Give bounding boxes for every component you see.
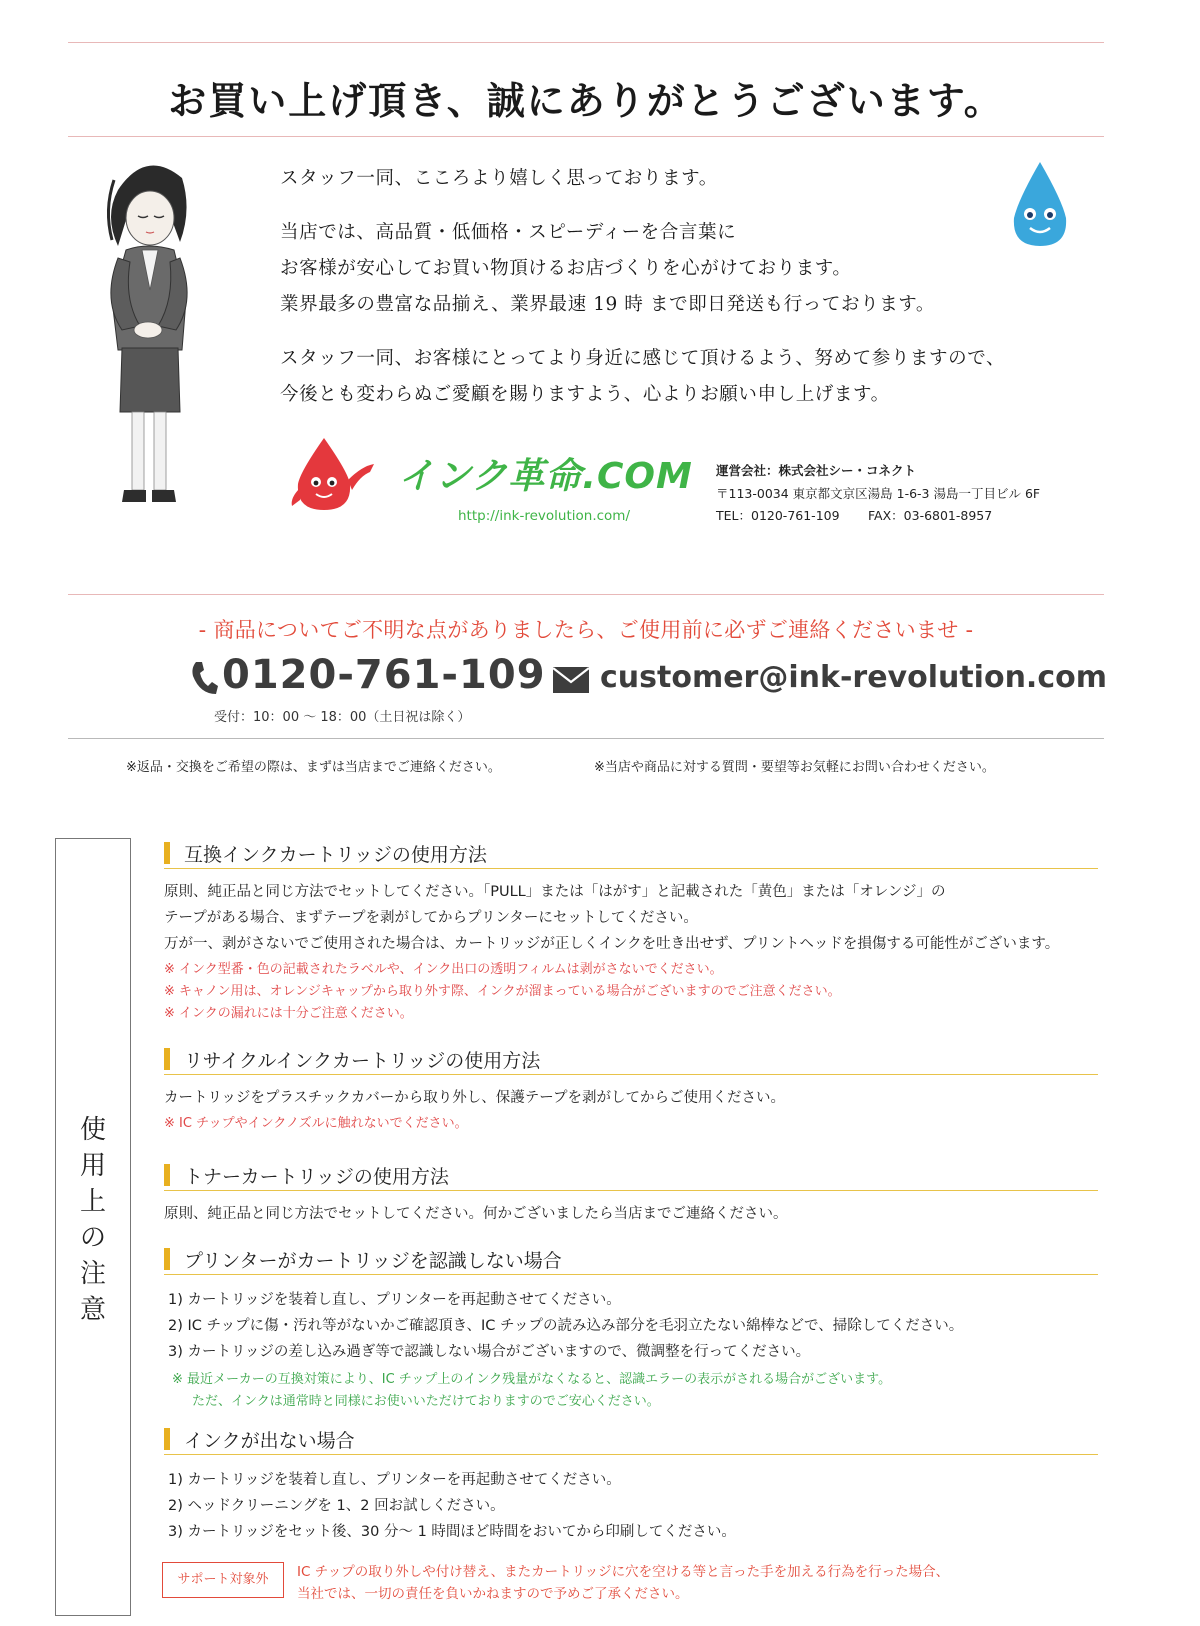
message-line: お客様が安心してお買い物頂けるお店づくりを心がけております。 [280, 258, 852, 279]
section-header-compatible [164, 838, 1098, 869]
section-marker [164, 842, 170, 864]
section-header-not-recognized [164, 1244, 1098, 1275]
section-title: プリンターがカートリッジを認識しない場合 [184, 1250, 562, 1272]
body-text: 万が一、剥がさないでご使用された場合は、カートリッジが正しくインクを吐き出せず、プリントヘッドを損傷する可能性がございます。 [164, 936, 1060, 952]
step-item: 3) カートリッジをセット後、30 分〜 1 時間ほど時間をおいてから印刷してください。 [168, 1524, 736, 1540]
side-label-char: 意 [79, 1295, 106, 1325]
step-item: 2) IC チップに傷・汚れ等がないかご確認頂き、IC チップの読み込み部分を毛羽立たない綿棒などで、掃除してください。 [168, 1318, 964, 1334]
caution-note: ※ IC チップやインクノズルに触れないでください。 [164, 1116, 468, 1131]
body-text: テープがある場合、まずテープを剥がしてからプリンターにセットしてください。 [164, 910, 698, 926]
side-label-char: 注 [79, 1259, 106, 1289]
staff-character-illustration [88, 150, 208, 520]
message-line: 業界最多の豊富な品揃え、業界最速 19 時 まで即日発送も行っております。 [280, 294, 936, 315]
info-note: ただ、インクは通常時と同様にお使いいただけておりますのでご安心ください。 [192, 1394, 660, 1409]
body-text: 原則、純正品と同じ方法でセットしてください。何かございましたら当店までご連絡ください。 [164, 1206, 788, 1222]
section-header-toner [164, 1160, 1098, 1191]
brand-logo: インク革命.COM [398, 456, 693, 497]
section-marker [164, 1164, 170, 1186]
section-header-recycle [164, 1044, 1098, 1075]
title-divider [68, 136, 1104, 137]
caution-note: ※ インクの漏れには十分ご注意ください。 [164, 1006, 413, 1021]
section-marker [164, 1428, 170, 1450]
company-fax: FAX：03-6801-8957 [868, 508, 993, 523]
step-item: 3) カートリッジの差し込み過ぎ等で認識しない場合がございますので、微調整を行ってください。 [168, 1344, 811, 1360]
section-title: インクが出ない場合 [184, 1430, 355, 1452]
red-drop-mascot-icon [290, 436, 380, 512]
contact-bottom-divider [68, 738, 1104, 739]
side-label-char: 上 [79, 1187, 106, 1217]
top-divider [68, 42, 1104, 43]
phone-number[interactable]: 0120-761-109 [222, 652, 546, 698]
company-address: 〒113-0034 東京都文京区湯島 1-6-3 湯島一丁目ビル 6F [716, 486, 1041, 501]
section-title: トナーカートリッジの使用方法 [184, 1166, 449, 1188]
message-line: 当店では、高品質・低価格・スピーディーを合言葉に [280, 222, 737, 243]
body-text: カートリッジをプラスチックカバーから取り外し、保護テープを剥がしてからご使用ください。 [164, 1090, 786, 1106]
blue-drop-mascot-icon [1008, 160, 1072, 250]
unsupported-badge: サポート対象外 [162, 1562, 284, 1598]
section-marker [164, 1248, 170, 1270]
business-hours: 受付：10：00 〜 18：00（土日祝は除く） [214, 710, 471, 725]
section-title: 互換インクカートリッジの使用方法 [184, 844, 487, 866]
step-item: 1) カートリッジを装着し直し、プリンターを再起動させてください。 [168, 1292, 621, 1308]
message-line: スタッフ一同、お客様にとってより身近に感じて頂けるよう、努めて参りますので、 [280, 348, 1006, 369]
message-line: スタッフ一同、こころより嬉しく思っております。 [280, 168, 718, 189]
section-title: リサイクルインクカートリッジの使用方法 [184, 1050, 541, 1072]
info-note: ※ 最近メーカーの互換対策により、IC チップ上のインク残量がなくなると、認識エラーの表示がされる場合がございます。 [172, 1372, 892, 1387]
support-note: 当社では、一切の責任を負いかねますので予めご了承ください。 [297, 1586, 689, 1602]
company-tel: TEL：0120-761-109 [716, 508, 840, 523]
phone-icon [190, 660, 218, 696]
side-label-char: 用 [79, 1151, 106, 1181]
section-header-no-ink [164, 1424, 1098, 1455]
side-label-char: 使 [79, 1115, 106, 1145]
envelope-icon [552, 666, 590, 694]
company-name: 運営会社：株式会社シー・コネクト [716, 463, 917, 478]
message-line: 今後とも変わらぬご愛顧を賜りますよう、心よりお願い申し上げます。 [280, 384, 890, 405]
email-address[interactable]: customer@ink-revolution.com [600, 660, 1107, 695]
usage-caution-label [55, 1112, 131, 1328]
brand-url[interactable]: http://ink-revolution.com/ [458, 508, 630, 524]
contact-notice: - 商品についてご不明な点がありましたら、ご使用前に必ずご連絡くださいませ - [198, 618, 974, 642]
inquiry-note: ※当店や商品に対する質問・要望等お気軽にお問い合わせください。 [594, 760, 995, 775]
return-note: ※返品・交換をご希望の際は、まずは当店までご連絡ください。 [126, 760, 501, 775]
side-label-char: の [79, 1223, 106, 1253]
support-note: IC チップの取り外しや付け替え、またカートリッジに穴を空ける等と言った手を加える行為を行った場合、 [297, 1564, 950, 1580]
body-text: 原則、純正品と同じ方法でセットしてください。「PULL」または「はがす」と記載された「黄色」または「オレンジ」の [164, 884, 946, 900]
step-item: 1) カートリッジを装着し直し、プリンターを再起動させてください。 [168, 1472, 621, 1488]
step-item: 2) ヘッドクリーニングを 1、2 回お試しください。 [168, 1498, 505, 1514]
page-title: お買い上げ頂き、誠にありがとうございます。 [168, 78, 1004, 123]
caution-note: ※ インク型番・色の記載されたラベルや、インク出口の透明フィルムは剥がさないでください。 [164, 962, 723, 977]
caution-note: ※ キャノン用は、オレンジキャップから取り外す際、インクが溜まっている場合がございますのでご注意ください。 [164, 984, 841, 999]
contact-top-divider [68, 594, 1104, 595]
section-marker [164, 1048, 170, 1070]
